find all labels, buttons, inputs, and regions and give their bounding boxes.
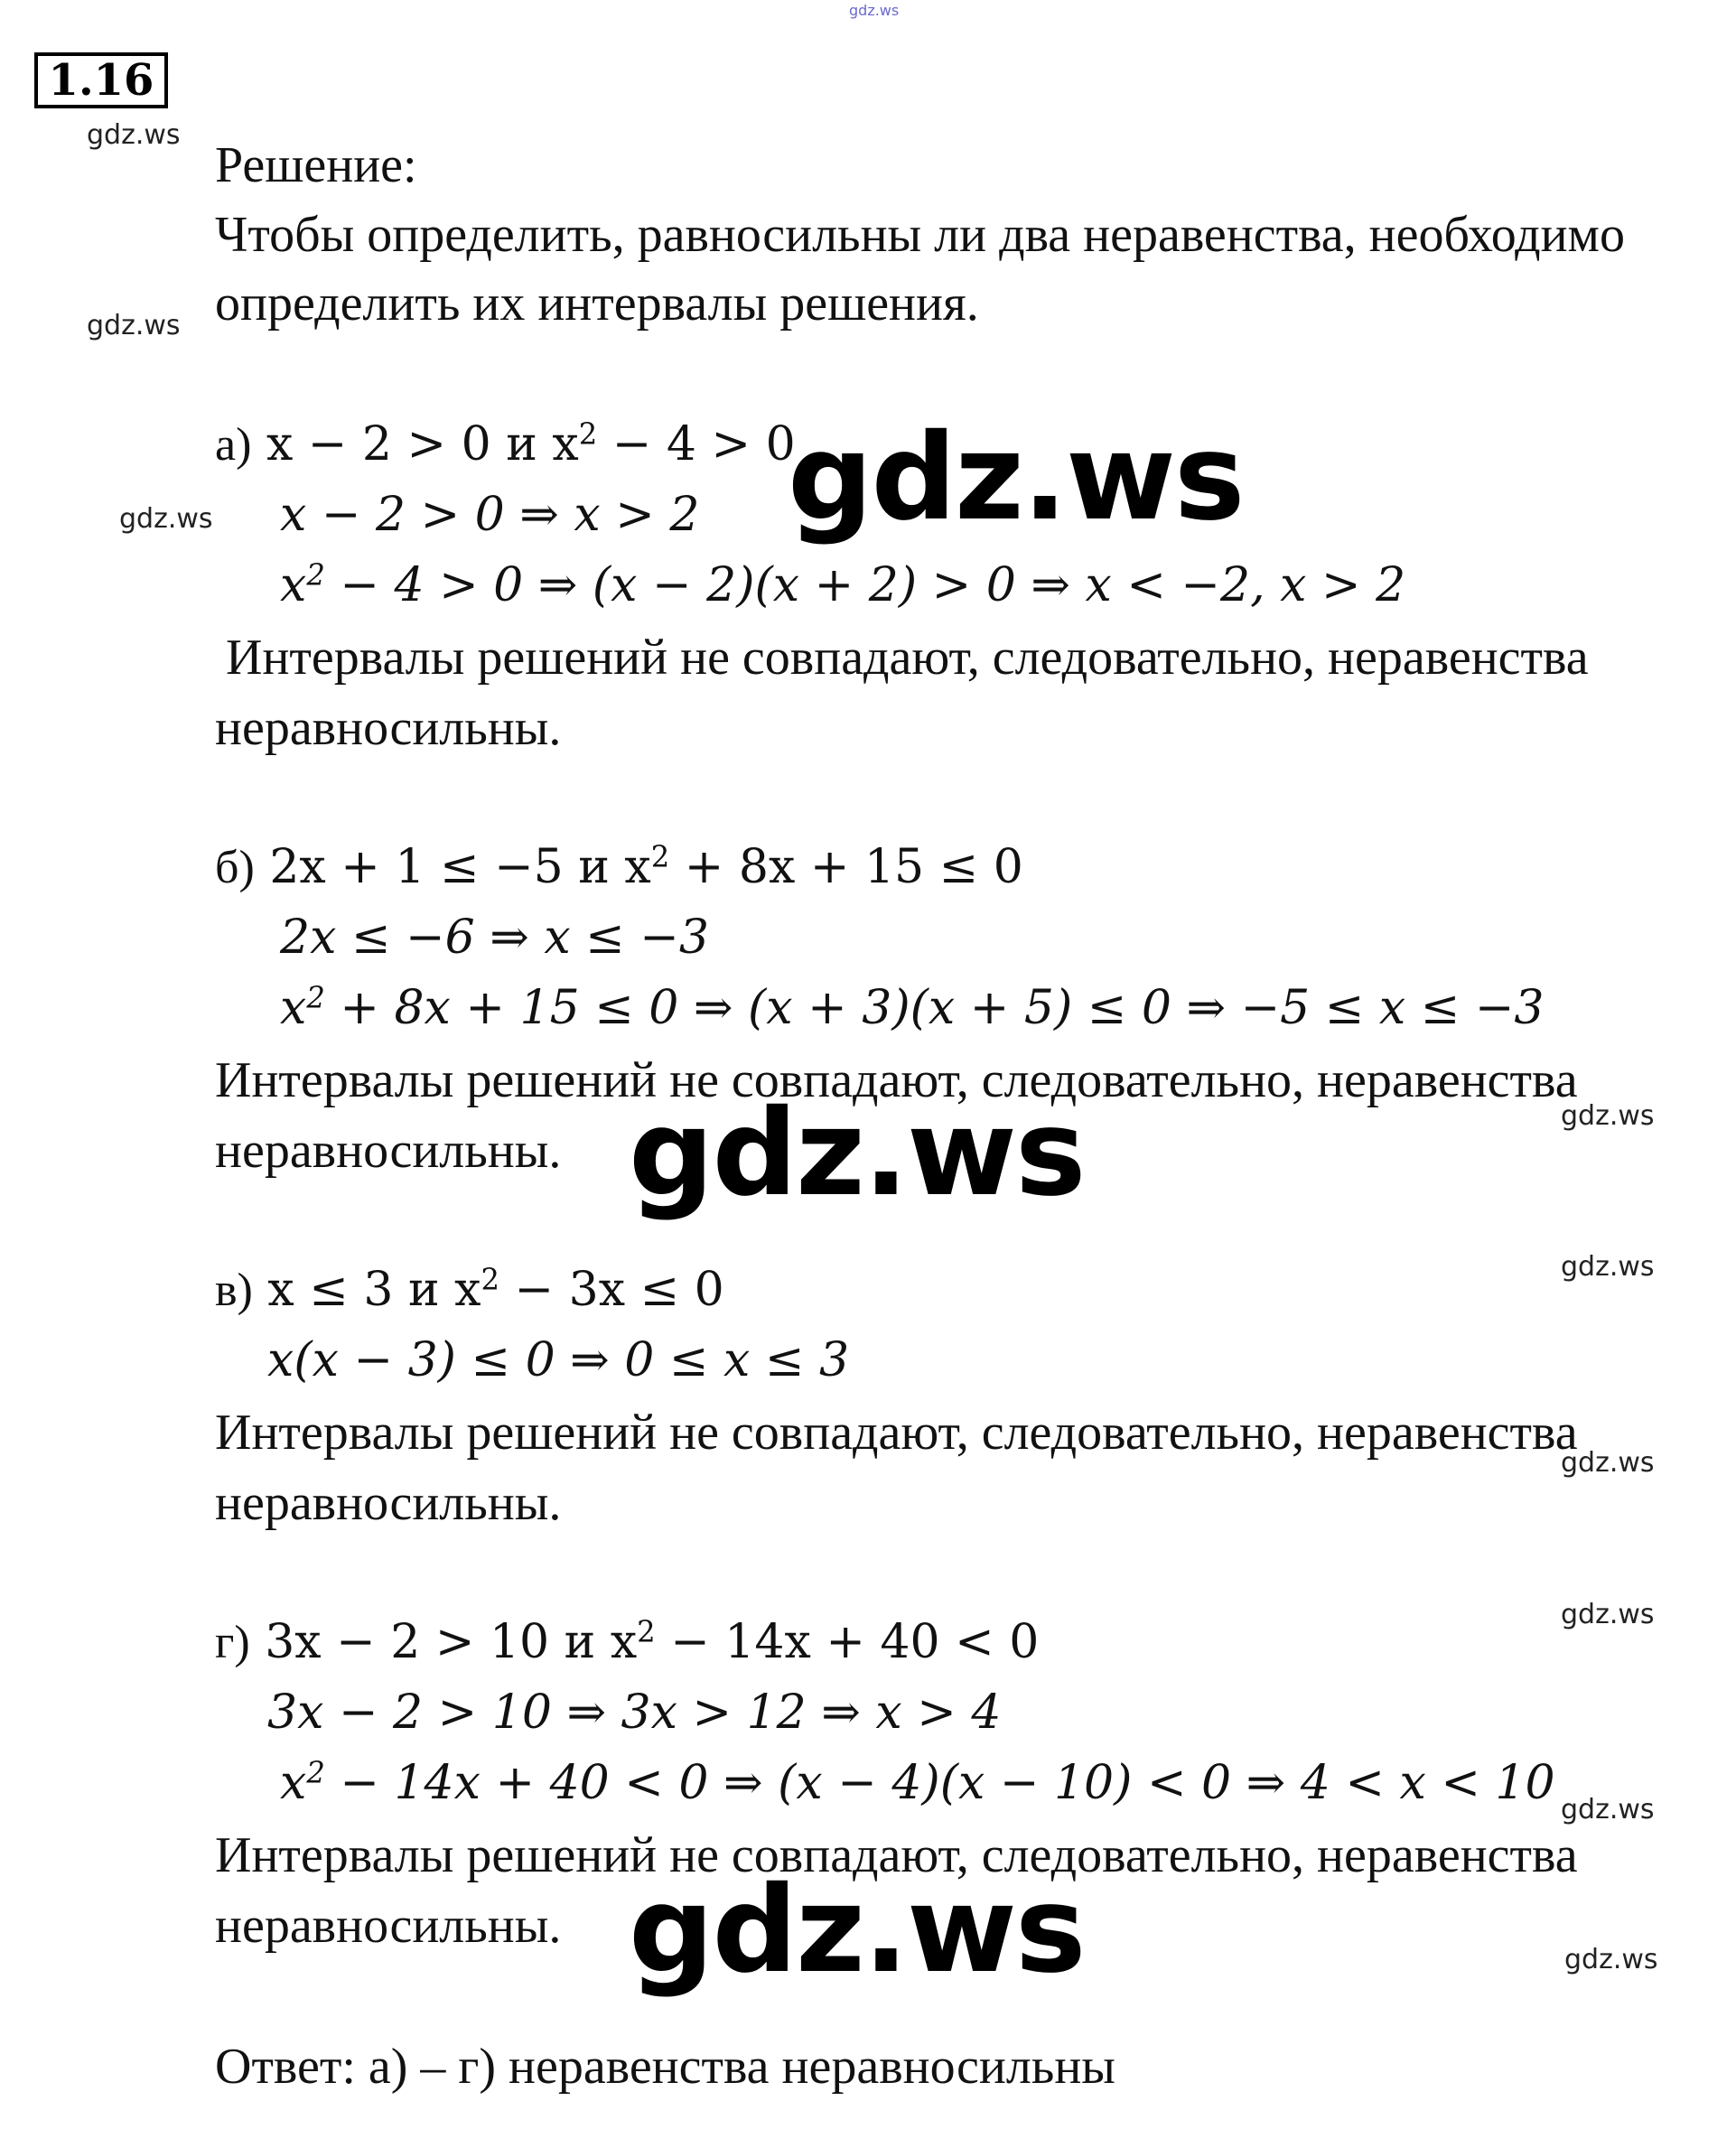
watermark-small: gdz.ws [1561,1599,1655,1630]
watermark-small: gdz.ws [1561,1447,1655,1479]
watermark-small: gdz.ws [87,310,181,341]
answer: Ответ: а) – г) неравенства неравносильны [215,2039,1115,2095]
watermark-small: gdz.ws [119,503,213,535]
part-b-step-1: 2x ≤ −6 ⇒ x ≤ −3 [280,910,709,965]
part-v-statement: в) x ≤ 3 и $x^2 - 3x \le 0$ [215,1262,724,1317]
part-b-conclusion-1: Интервалы решений не совпадают, следовательно, неравенства [215,1052,1578,1108]
part-g-step-2: $x^2 - 14x + 40 < 0$ ⇒ (x − 4)(x − 10) < 0 ⇒ 4 < x < 10 [280,1755,1555,1810]
part-g-label: г) [215,1617,250,1668]
part-a-label: а) [215,419,252,471]
watermark-small: gdz.ws [1561,1794,1655,1826]
part-b-conclusion-2: неравносильны. [215,1123,562,1179]
part-a-conclusion-2: неравносильны. [215,700,562,756]
part-a-statement: а) x − 2 > 0 и $x^2 - 4 > 0$ [215,416,796,472]
part-g-conclusion-1: Интервалы решений не совпадают, следовательно, неравенства [215,1827,1578,1883]
watermark-small: gdz.ws [1561,1100,1655,1132]
part-v-step-1: x(x − 3) ≤ 0 ⇒ 0 ≤ x ≤ 3 [267,1333,850,1387]
watermark-big: gdz.ws [788,408,1244,547]
part-a-step-1: x − 2 > 0 ⇒ x > 2 [280,488,700,542]
part-b-label: б) [215,842,255,893]
part-a-step-2: $x^2 - 4 > 0$ ⇒ (x − 2)(x + 2) > 0 ⇒ x < −2, x > 2 [280,557,1406,612]
solution-label: Решение: [215,137,417,193]
part-g-step-1: 3x − 2 > 10 ⇒ 3x > 12 ⇒ x > 4 [267,1685,1002,1740]
watermark-small: gdz.ws [1564,1944,1658,1975]
watermark-small: gdz.ws [87,119,181,151]
part-b-statement: б) 2x + 1 ≤ −5 и $x^2 + 8x + 15 \le 0$ [215,839,1023,894]
intro-line-1: Чтобы определить, равносильны ли два неравенства, необходимо [215,207,1625,263]
part-v-label: в) [215,1265,253,1316]
problem-number: 1.16 [34,52,168,108]
part-g-statement: г) 3x − 2 > 10 и $x^2 - 14x + 40 < 0$ [215,1614,1040,1669]
watermark-big: gdz.ws [629,1084,1085,1223]
watermark-top: gdz.ws [849,2,900,19]
part-a-conclusion-1: Интервалы решений не совпадают, следовательно, неравенства [226,630,1589,686]
intro-line-2: определить их интервалы решения. [215,275,979,331]
watermark-big: gdz.ws [629,1861,1085,2000]
part-g-conclusion-2: неравносильны. [215,1898,562,1954]
part-v-conclusion-2: неравносильны. [215,1475,562,1531]
watermark-small: gdz.ws [1561,1251,1655,1283]
part-v-conclusion-1: Интервалы решений не совпадают, следовательно, неравенства [215,1405,1578,1461]
part-b-step-2: $x^2 + 8x + 15 \le 0$ ⇒ (x + 3)(x + 5) ≤ 0 ⇒ −5 ≤ x ≤ −3 [280,980,1545,1035]
